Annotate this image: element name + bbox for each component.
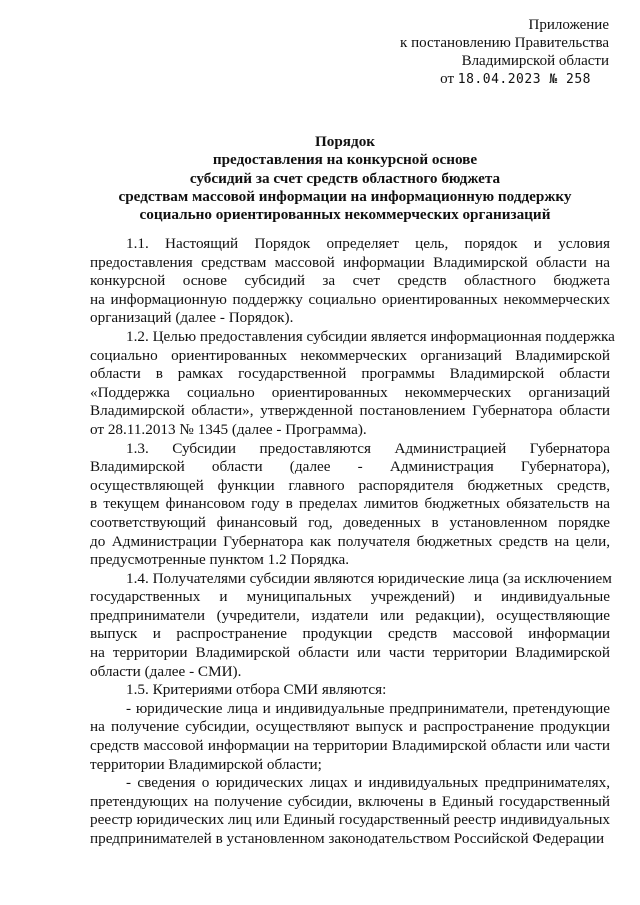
body-line: области в рамках государственной программы Владимирской области [90, 365, 610, 383]
body-line: 1.3. Субсидии предоставляются Администрацией Губернатора [126, 439, 610, 457]
body-line: области (далее - СМИ). [90, 662, 242, 680]
body-line: от 28.11.2013 № 1345 (далее - Программа). [90, 420, 367, 438]
body-line: осуществляющей функции главного распорядителя бюджетных средств, [90, 476, 610, 494]
body-line: организаций (далее - Порядок). [90, 309, 294, 327]
annex-header [359, 16, 609, 89]
title-line-2: предоставления на конкурсной основе [212, 151, 478, 169]
annex-date-prefix: от [440, 71, 455, 87]
body-line: выпуск и распространение продукции средств массовой информации [90, 625, 610, 643]
title-line-5: социально ориентированных некоммерческих организаций [139, 206, 551, 224]
body-line: на территории Владимирской области или части территории Владимирской [90, 644, 610, 662]
body-line: Владимирской области (далее - Администрация Губернатора), [90, 458, 610, 476]
document-body [90, 235, 615, 849]
body-line: - сведения о юридических лицах и индивидуальных предпринимателях, [126, 774, 610, 792]
body-line: - юридические лица и индивидуальные предприниматели, претендующие [126, 699, 610, 717]
body-line: 1.4. Получателями субсидии являются юридические лица (за исключением [126, 569, 612, 587]
body-line: социально ориентированных некоммерческих организаций Владимирской [90, 346, 610, 364]
body-line: Владимирской области», утвержденной постановлением Губернатора области [90, 402, 610, 420]
annex-title: Приложение [528, 17, 609, 33]
body-line: в текущем финансовом году в пределах лимитов бюджетных обязательств на [90, 495, 610, 513]
annex-date-line [359, 70, 609, 89]
annex-date-stamp: 18.04.2023 № 258 [457, 72, 591, 87]
body-line: предусмотренные пунктом 1.2 Порядка. [90, 551, 349, 569]
annex-decree-ref: к постановлению Правительства [400, 35, 609, 51]
annex-region: Владимирской области [461, 53, 609, 69]
body-line: на информационную поддержку социально ориентированных некоммерческих [90, 290, 610, 308]
document-title [60, 133, 630, 224]
title-line-4: средствам массовой информации на информационную поддержку [118, 187, 572, 205]
body-line: на получение субсидии, осуществляют выпуск и распространение продукции [90, 718, 610, 736]
body-line: предоставления средствам массовой информации Владимирской области на [90, 253, 610, 271]
body-line: соответствующий финансовый год, доведенных в установленном порядке [90, 513, 610, 531]
body-line: территории Владимирской области; [90, 755, 322, 773]
body-line: «Поддержка социально ориентированных некоммерческих организаций [90, 383, 610, 401]
body-line: государственных и муниципальных учреждений) и индивидуальные [90, 588, 610, 606]
title-line-1: Порядок [314, 133, 376, 150]
title-line-3: субсидий за счет средств областного бюджета [189, 169, 501, 187]
body-line: предприниматели (учредители, издатели или редакции), осуществляющие [90, 606, 610, 624]
body-line: средств массовой информации на территории Владимирской области или части [90, 737, 610, 755]
body-line: 1.2. Целью предоставления субсидии является информационная поддержка [126, 327, 615, 345]
body-line: до Администрации Губернатора как получателя бюджетных средств на цели, [90, 532, 610, 550]
body-line: 1.5. Критериями отбора СМИ являются: [126, 681, 387, 699]
body-line: предпринимателей в установленном законодательством Российской Федерации [90, 830, 605, 847]
body-line: 1.1. Настоящий Порядок определяет цель, порядок и условия [126, 235, 610, 252]
body-line: реестр юридических лиц или Единый государственный реестр индивидуальных [90, 811, 610, 829]
body-line: претендующих на получение субсидии, включены в Единый государственный [90, 792, 610, 810]
body-line: конкурсной основе субсидий за счет средств областного бюджета [90, 272, 610, 290]
